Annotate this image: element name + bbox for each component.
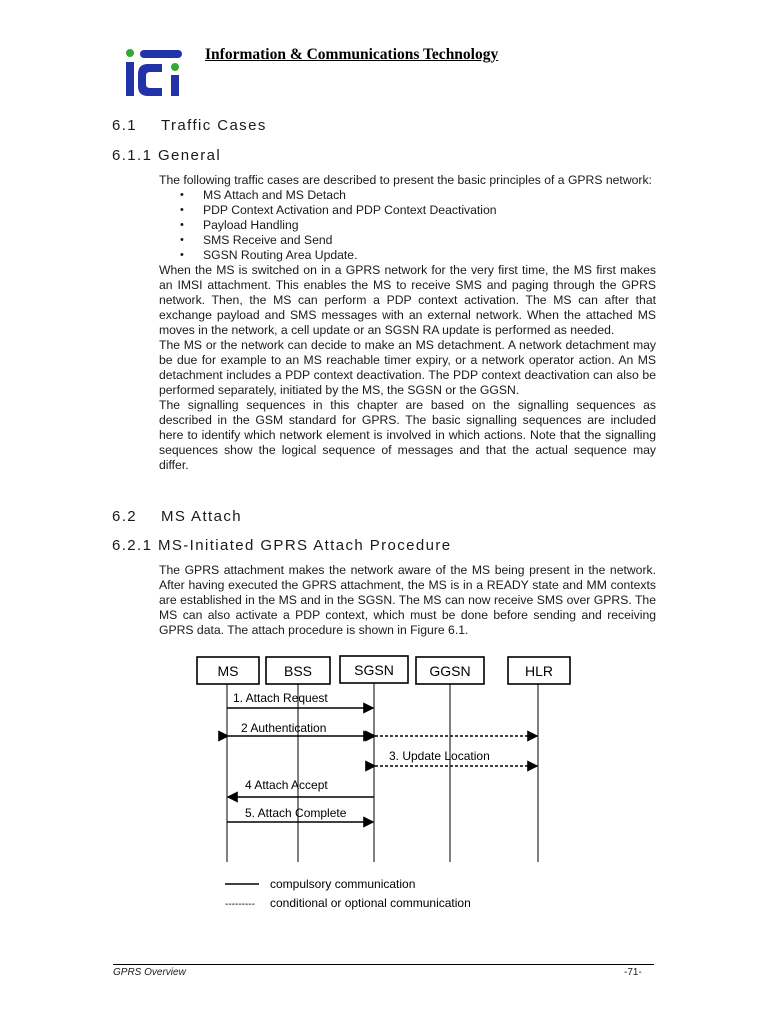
legend-solid-label: compulsory communication [270,877,416,891]
footer-rule [113,964,654,965]
attach-body [159,563,656,638]
ict-logo [124,48,184,98]
section-heading-6-2-1 [112,537,452,554]
section-title: MS Attach [161,508,242,525]
page-number: -71- [624,967,642,978]
message-label-attach-request: 1. Attach Request [233,691,328,705]
entity-label-hlr: HLR [524,663,554,679]
header-title: Information & Communications Technology [205,46,499,63]
list-item: • SGSN Routing Area Update. [159,248,656,263]
traffic-case-list [159,188,656,263]
legend-dashed-label: conditional or optional communication [270,896,471,910]
section-title: General [157,147,222,164]
general-intro: The following traffic cases are described to present the basic principles of a GPRS network: [159,173,652,187]
section-number: 6.2.1 [112,537,153,554]
section-heading-6-2 [112,508,242,525]
section-number: 6.1.1 [112,147,153,164]
section-title: MS-Initiated GPRS Attach Procedure [157,537,452,554]
entity-label-bss: BSS [283,663,313,679]
list-item: • Payload Handling [159,218,656,233]
section-title: Traffic Cases [161,117,267,134]
message-label-attach-accept: 4 Attach Accept [245,778,328,792]
general-body [159,173,656,473]
section-heading-6-1-1 [112,147,221,164]
message-label-update-location: 3. Update Location [389,749,490,763]
section-number: 6.1 [112,117,138,134]
general-paragraph-3: The signalling sequences in this chapter are based on the signalling sequences as described in the GSM standard for GPRS. The basic signalling sequences are included here to identify which network element is involved in which actions. Note that the signalling sequences show the logical sequence of messages and that the actual sequence may differ. [159,398,656,472]
section-number: 6.2 [112,508,138,525]
footer-document-title: GPRS Overview [113,967,186,978]
entity-label-ggsn: GGSN [429,663,471,679]
general-paragraph-1: When the MS is switched on in a GPRS network for the very first time, the MS first makes an IMSI attachment. This enables the MS to receive SMS and paging through the GPRS network. Then, the MS can perform a PDP context activation. The MS can after that exchange payload and SMS messages with an external network. When the attached MS moves in the network, a cell update or an SGSN RA update is performed as needed. [159,263,656,337]
attach-paragraph: The GPRS attachment makes the network aware of the MS being present in the network. After having executed the GPRS attachment, the MS is in a READY state and MM contexts are established in the MS and in the SGSN. The MS can now receive SMS over GPRS. The MS can also activate a PDP context, which must be done before sending and receiving GPRS data. The attach procedure is shown in Figure 6.1. [159,563,656,637]
entity-label-sgsn: SGSN [354,662,394,678]
message-label-authentication: 2 Authentication [241,721,327,735]
list-item: • PDP Context Activation and PDP Context Deactivation [159,203,656,218]
attach-sequence-diagram [193,654,593,914]
section-heading-6-1 [112,117,267,134]
general-paragraph-2: The MS or the network can decide to make an MS detachment. A network detachment may be due for example to an MS reachable timer expiry, or a network operator action. An MS detachment includes a PDP context deactivation. The PDP context deactivation can also be performed separately, initiated by the MS, the SGSN or the GGSN. [159,338,656,397]
legend-dashed-sample: --------- [225,899,255,910]
list-item: • SMS Receive and Send [159,233,656,248]
message-label-attach-complete: 5. Attach Complete [245,806,347,820]
entity-label-ms: MS [217,663,239,679]
list-item: • MS Attach and MS Detach [159,188,656,203]
